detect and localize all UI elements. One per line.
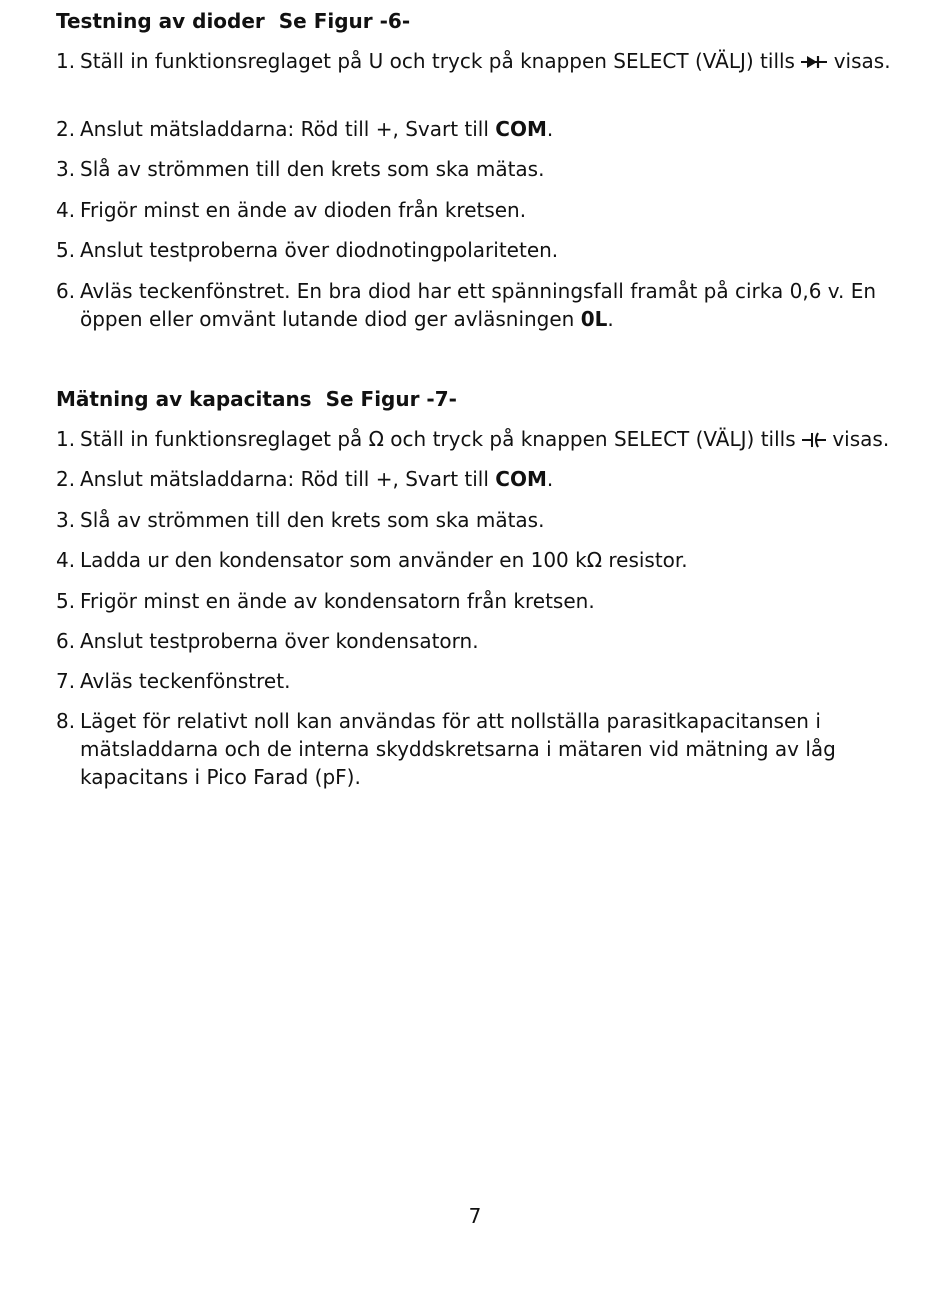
item-text: Slå av strömmen till den krets som ska mätas. [80,508,545,532]
section-title: Testning av dioder [56,9,265,33]
diode-icon [801,49,827,77]
item-number: 8. [56,709,76,733]
item-text: Anslut testproberna över kondensatorn. [80,629,479,653]
item-text: Läget för relativt noll kan användas för att nollställa parasitkapacitansen i mätsladdarna och de interna skyddskretsarna i mätaren vid mätning av låg kapacitans i Pico Farad (pF). [80,709,836,789]
capacitor-icon [802,427,826,455]
list-item [56,277,906,333]
item-text: Avläs teckenfönstret. [80,669,291,693]
list-item [56,667,906,695]
item-number: 5. [56,238,76,262]
item-number: 3. [56,508,76,532]
item-number: 2. [56,117,76,141]
item-number: 1. [56,427,76,451]
item-text: Ställ in funktionsreglaget på U och tryck på knappen SELECT (VÄLJ) tills visas. [80,47,906,77]
list-item [56,587,906,615]
item-number: 5. [56,589,76,613]
list-item [56,506,906,534]
list-item [56,155,906,183]
list-item [56,627,906,655]
item-text: Anslut testproberna över diodnotingpolariteten. [80,238,559,262]
list-item [56,196,906,224]
section-heading-capacitance [56,385,457,413]
item-number: 3. [56,157,76,181]
item-number: 6. [56,629,76,653]
item-text: Frigör minst en ände av dioden från kretsen. [80,198,527,222]
list-item [56,47,906,77]
item-text: Frigör minst en ände av kondensatorn från kretsen. [80,589,595,613]
item-text: Anslut mätsladdarna: Röd till +, Svart till COM. [80,117,554,141]
list-item [56,465,906,493]
section-title: Mätning av kapacitans [56,387,312,411]
item-number: 1. [56,49,76,73]
item-number: 7. [56,669,76,693]
item-number: 2. [56,467,76,491]
item-number: 6. [56,279,76,303]
list-item [56,707,906,791]
figure-reference: Se Figur -6- [278,9,411,33]
list-item [56,236,906,264]
list-item [56,115,906,143]
list-item [56,425,906,455]
item-text: Avläs teckenfönstret. En bra diod har ett spänningsfall framåt på cirka 0,6 v. En öppen eller omvänt lutande diod ger avläsningen 0L. [80,279,877,331]
item-text: Ställ in funktionsreglaget på Ω och tryck på knappen SELECT (VÄLJ) tills visas. [80,425,906,455]
item-text: Ladda ur den kondensator som använder en 100 kΩ resistor. [80,548,688,572]
item-text: Slå av strömmen till den krets som ska mätas. [80,157,545,181]
item-number: 4. [56,198,76,222]
figure-reference: Se Figur -7- [325,387,457,411]
item-text: Anslut mätsladdarna: Röd till +, Svart till COM. [80,467,554,491]
item-number: 4. [56,548,76,572]
page-number: 7 [468,1204,482,1228]
section-heading-diodes [56,7,410,35]
list-item [56,546,906,574]
